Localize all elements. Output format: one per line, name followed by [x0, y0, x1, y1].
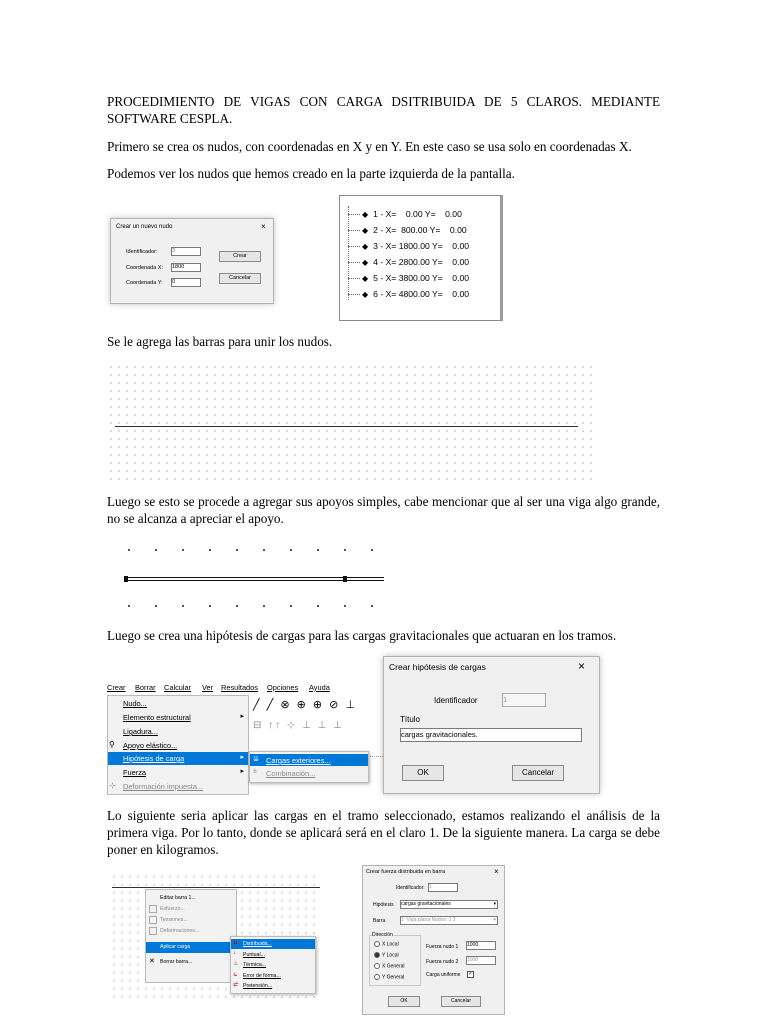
- barra-select-value: 1: Viga plana Nudos: 1 2: [401, 917, 456, 923]
- nudo-label: 6 - X= 4800.00 Y= 0.00: [373, 289, 470, 299]
- grid-dot: [371, 605, 373, 607]
- direccion-group: [369, 932, 421, 986]
- barra-select[interactable]: [400, 916, 498, 925]
- identificador-field[interactable]: 3: [171, 247, 201, 256]
- crear-menu-label: Elemento estructural: [123, 713, 191, 722]
- chevron-right-icon: ▸: [240, 768, 244, 775]
- context-menu-label: Editar barra 1...: [160, 895, 196, 901]
- carga-submenu-item[interactable]: [231, 950, 315, 960]
- loads-icon: ⇊: [253, 756, 259, 763]
- bullet-icon: ◆: [362, 210, 369, 219]
- table-icon: [149, 905, 157, 913]
- ok-button[interactable]: OK: [402, 765, 444, 781]
- crear-menu-item[interactable]: [108, 780, 248, 793]
- cancelar-button[interactable]: Cancelar: [441, 996, 481, 1007]
- grid-dot: [263, 605, 265, 607]
- support-right: [343, 576, 347, 582]
- fuerza2-field[interactable]: 1000: [466, 956, 496, 965]
- toolbar-icons-row2: ⊟ ↑↑ ⊹ ⊥ ⊥ ⊥: [253, 720, 344, 731]
- radio-label: Y General: [382, 974, 405, 981]
- close-icon[interactable]: ×: [261, 222, 266, 231]
- tree-connector: [348, 278, 360, 279]
- thermal-icon: ♨: [233, 961, 239, 967]
- beam-line: [112, 887, 320, 888]
- hipotesis-label: Hipótesis: [373, 902, 394, 908]
- spring-icon: ⚲: [109, 740, 115, 749]
- delete-icon: ✕: [149, 958, 155, 965]
- titulo-label: Título: [400, 715, 421, 724]
- crear-menu-item[interactable]: [108, 711, 248, 724]
- coordx-label: Coordenada X:: [126, 265, 163, 271]
- carga-submenu-label: Puntual...: [243, 951, 265, 958]
- radio-button: [374, 952, 380, 958]
- crear-menu-label: Nudo...: [123, 699, 147, 708]
- hipotesis-dialog: [383, 656, 600, 794]
- crear-menu-item[interactable]: [108, 752, 248, 765]
- direccion-radio[interactable]: [374, 974, 404, 980]
- carga-submenu-item[interactable]: [231, 939, 315, 949]
- cancelar-button[interactable]: Cancelar: [219, 273, 261, 284]
- identificador-label: Identificador: [434, 696, 478, 705]
- grid-dot: [317, 605, 319, 607]
- table-icon: [149, 927, 157, 935]
- toolbar-icons-row1: ╱ ╱ ⊗ ⊕ ⊕ ⊘ ⊥: [253, 699, 358, 711]
- dialog-title: Crear fuerza distribuida en barra: [366, 869, 446, 875]
- crear-menu-label: Deformación impuesta...: [123, 782, 204, 791]
- grid-dot: [317, 549, 319, 551]
- bullet-icon: ◆: [362, 226, 369, 235]
- paragraph-nudos: Primero se crea os nudos, con coordenadas en X y en Y. En este caso se usa solo en coordenadas X.: [107, 139, 632, 154]
- nudo-list-item[interactable]: [348, 225, 467, 235]
- nudo-label: 4 - X= 2800.00 Y= 0.00: [373, 257, 470, 267]
- menu-ayuda[interactable]: Ayuda: [309, 683, 330, 692]
- tree-connector: [348, 262, 360, 263]
- context-menu-item[interactable]: [146, 926, 236, 937]
- crear-menu-dropdown: [107, 695, 249, 795]
- apoyos-canvas: [120, 543, 390, 615]
- context-menu-label: Tensiones...: [160, 917, 188, 923]
- form-error-icon: ⊾: [233, 971, 239, 978]
- tree-connector: [348, 246, 360, 247]
- grid-dot: [371, 549, 373, 551]
- fuerza-distribuida-dialog: [362, 865, 505, 1015]
- context-menu-label: Deformaciones...: [160, 928, 200, 934]
- direccion-label: Dirección: [372, 932, 393, 938]
- nudo-label: 1 - X= 0.00 Y= 0.00: [373, 209, 462, 219]
- close-icon[interactable]: ×: [578, 659, 586, 673]
- radio-button: [374, 963, 380, 969]
- context-menu-item[interactable]: [146, 893, 236, 904]
- menu-opciones[interactable]: Opciones: [267, 683, 299, 692]
- bullet-icon: ◆: [362, 258, 369, 267]
- combination-icon: ±: [253, 768, 257, 775]
- direccion-radio[interactable]: [374, 963, 405, 969]
- coordy-field[interactable]: 0: [171, 278, 201, 287]
- radio-button: [374, 941, 380, 947]
- crear-menu-label: Fuerza: [123, 768, 147, 777]
- menu-bar: [107, 682, 387, 694]
- crear-menu-label: Apoyo elástico...: [123, 741, 178, 750]
- crear-menu-item[interactable]: [108, 739, 248, 752]
- context-menu-item[interactable]: [146, 915, 236, 926]
- nudo-list-item[interactable]: [348, 257, 469, 267]
- context-menu-label: Borrar barra...: [160, 959, 193, 965]
- fuerza1-field[interactable]: 1000: [466, 941, 496, 950]
- carga-submenu-label: Distribuida...: [243, 941, 272, 947]
- barra-label: Barra: [373, 918, 386, 924]
- bullet-icon: ◆: [362, 242, 369, 251]
- coordx-field[interactable]: 1800: [171, 263, 201, 272]
- crear-menu-item[interactable]: [108, 766, 248, 779]
- identificador-label: Identificador:: [126, 249, 158, 255]
- grid-dot: [209, 605, 211, 607]
- deformation-icon: ⊹: [109, 781, 116, 790]
- tree-connector: [348, 230, 360, 231]
- barra-context-menu: [145, 889, 237, 983]
- chevron-right-icon: ▸: [240, 754, 244, 761]
- context-menu-label: Esfuerzo...: [160, 906, 185, 912]
- menu-resultados[interactable]: Resultados: [221, 683, 258, 692]
- nudo-list-item[interactable]: [348, 241, 469, 251]
- grid-dot: [209, 549, 211, 551]
- carga-submenu-label: Pretensión...: [243, 983, 273, 989]
- context-menu-item[interactable]: [146, 904, 236, 915]
- identificador-field[interactable]: 1: [502, 693, 546, 707]
- menu-borrar[interactable]: Borrar: [135, 683, 156, 692]
- carga-submenu-item[interactable]: [231, 971, 315, 981]
- submenu-label: Combinación...: [266, 769, 316, 778]
- coordy-label: Coordenada Y:: [126, 280, 163, 286]
- crear-menu-label: Ligadura...: [123, 727, 158, 736]
- grid-dot: [236, 605, 238, 607]
- titulo-field[interactable]: cargas gravitacionales.: [400, 728, 582, 742]
- beam-line: [115, 426, 578, 427]
- carga-submenu-item[interactable]: [231, 960, 315, 970]
- context-menu-label: Aplicar carga: [160, 944, 191, 950]
- hipotesis-select[interactable]: [400, 900, 498, 909]
- close-icon[interactable]: ×: [494, 867, 499, 876]
- bullet-icon: ◆: [362, 274, 369, 283]
- crear-menu-item[interactable]: [108, 725, 248, 738]
- crear-menu-item[interactable]: [108, 697, 248, 710]
- fuerza1-label: Fuerza nudo 1: [426, 944, 459, 950]
- nudo-list-item[interactable]: [348, 209, 462, 219]
- grid-dot: [128, 605, 130, 607]
- nudo-label: 5 - X= 3800.00 Y= 0.00: [373, 273, 470, 283]
- carga-submenu-item[interactable]: [231, 981, 315, 991]
- radio-button: [374, 974, 380, 980]
- nudo-list-item[interactable]: [348, 273, 469, 283]
- radio-label: Y Local: [382, 952, 399, 959]
- grid-dot: [155, 605, 157, 607]
- paragraph-barras: Se le agrega las barras para unir los nudos.: [107, 334, 333, 349]
- grid-dot: [344, 605, 346, 607]
- paragraph-aplicar-cargas: Lo siguiente seria aplicar las cargas en el tramo seleccionado, estamos realizando el análisis de la primera viga. Por lo tanto, donde se aplicará será en el claro 1. De la siguiente manera. La carga se debe poner en kilogramos.: [107, 808, 660, 857]
- crear-nudo-dialog: [110, 218, 274, 304]
- context-menu-item[interactable]: [146, 957, 239, 968]
- hipotesis-select-value: cargas gravitacionales: [401, 901, 451, 907]
- hipotesis-submenu-item[interactable]: [250, 767, 368, 779]
- barras-canvas: [107, 363, 592, 480]
- direccion-radio[interactable]: [374, 941, 399, 947]
- uniforme-label: Carga uniforme: [426, 972, 461, 978]
- cespla-menu-screenshot: [107, 682, 387, 794]
- chevron-right-icon: ▸: [240, 713, 244, 720]
- uniforme-checkbox[interactable]: ✓: [468, 971, 473, 977]
- tree-connector: [348, 294, 360, 295]
- crear-menu-label: Hipótesis de carga: [123, 754, 185, 763]
- grid-dot: [128, 549, 130, 551]
- cancelar-button[interactable]: Cancelar: [512, 765, 564, 781]
- tree-connector: [348, 214, 360, 215]
- grid-dot: [290, 549, 292, 551]
- grid-dot: [155, 549, 157, 551]
- radio-label: X Local: [382, 941, 399, 948]
- hipotesis-submenu: [249, 751, 369, 783]
- menu-calcular[interactable]: Calcular: [164, 683, 192, 692]
- context-menu-screenshot: [110, 873, 320, 1001]
- menu-ver[interactable]: Ver: [202, 683, 214, 692]
- nudos-tree-panel: [339, 195, 503, 321]
- grid-dot: [263, 549, 265, 551]
- table-icon: [149, 916, 157, 924]
- grid-dot: [182, 605, 184, 607]
- direccion-radio[interactable]: [374, 952, 399, 958]
- pretension-icon: ⇄: [233, 982, 239, 988]
- fuerza2-label: Fuerza nudo 2: [426, 959, 459, 965]
- grid-dot: [290, 605, 292, 607]
- paragraph-ver-nudos: Podemos ver los nudos que hemos creado en la parte izquierda de la pantalla.: [107, 166, 515, 181]
- dialog-title: Crear un nuevo nudo: [116, 224, 173, 230]
- paragraph-hipotesis: Luego se crea una hipótesis de cargas para las cargas gravitacionales que actuaran en los tramos.: [107, 628, 617, 643]
- hipotesis-submenu-item[interactable]: [250, 754, 368, 766]
- grid-dot: [236, 549, 238, 551]
- dialog-title: Crear hipótesis de cargas: [389, 662, 486, 672]
- carga-submenu-label: Térmica...: [243, 962, 267, 968]
- point-load-icon: ↓: [233, 949, 236, 956]
- support-left: [124, 576, 128, 582]
- chevron-down-icon: ▾: [493, 901, 496, 907]
- identificador-label: Identificador:: [396, 885, 425, 891]
- identificador-field[interactable]: 1: [428, 883, 458, 892]
- menu-crear[interactable]: Crear: [107, 683, 126, 692]
- grid-dot: [344, 549, 346, 551]
- distributed-load-icon: ⇊: [233, 940, 239, 946]
- grid-dot: [182, 549, 184, 551]
- aplicar-carga-submenu: [230, 936, 316, 994]
- crear-button[interactable]: Crear: [219, 251, 261, 262]
- nudo-label: 2 - X= 800.00 Y= 0.00: [373, 225, 467, 235]
- radio-label: X General: [382, 963, 405, 970]
- submenu-label: Cargas exteriores...: [266, 756, 331, 765]
- chevron-down-icon: ▾: [493, 917, 496, 923]
- bullet-icon: ◆: [362, 290, 369, 299]
- nudo-label: 3 - X= 1800.00 Y= 0.00: [373, 241, 470, 251]
- paragraph-apoyos: Luego se esto se procede a agregar sus apoyos simples, cabe mencionar que al ser una viga algo grande, no se alcanza a apreciar el apoyo.: [107, 494, 660, 526]
- context-menu-item[interactable]: [146, 942, 236, 953]
- carga-submenu-label: Error de forma...: [243, 972, 281, 979]
- ok-button[interactable]: OK: [388, 996, 420, 1007]
- document-title: PROCEDIMIENTO DE VIGAS CON CARGA DSITRIBUIDA DE 5 CLAROS. MEDIANTE SOFTWARE CESPLA.: [107, 94, 660, 126]
- nudo-list-item[interactable]: [348, 289, 469, 299]
